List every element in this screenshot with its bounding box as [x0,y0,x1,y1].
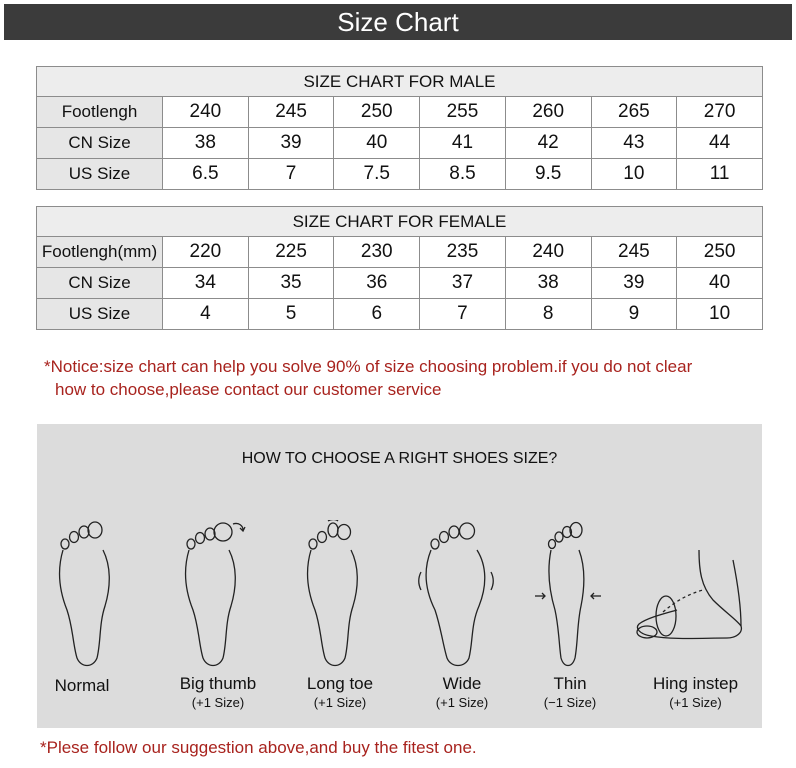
table-cell: 270 [677,97,763,128]
female-row-us-size [37,299,763,330]
foot-big-thumb [163,520,273,710]
female-size-table [36,206,763,330]
follow-suggestion: *Plese follow our suggestion above,and buy the fitest one. [40,738,477,757]
how-to-choose-panel [37,424,762,728]
table-cell: 39 [248,128,334,159]
table-cell: 36 [334,268,420,299]
table-cell: 240 [163,97,249,128]
table-cell: 10 [677,299,763,330]
table-cell: 40 [334,128,420,159]
table-cell: 250 [677,237,763,268]
table-cell: 6.5 [163,159,249,190]
male-row-cn-size [37,128,763,159]
female-row-cn-size [37,268,763,299]
table-cell: 44 [677,128,763,159]
table-cell: 34 [163,268,249,299]
table-cell: 43 [591,128,677,159]
row-label: Footlengh(mm) [37,237,163,268]
foot-label: Wide [442,674,482,693]
foot-wide [407,520,517,710]
male-row-footlength [37,97,763,128]
table-cell: 7.5 [334,159,420,190]
table-cell: 41 [420,128,506,159]
foot-sub: (−1 Size) [543,695,597,710]
table-cell: 35 [248,268,334,299]
foot-thin [515,520,625,710]
table-cell: 260 [505,97,591,128]
table-cell: 240 [505,237,591,268]
foot-label: Thin [553,674,587,693]
row-label: CN Size [37,268,163,299]
long-toe-foot-icon [285,520,395,670]
table-cell: 8.5 [420,159,506,190]
size-notice [44,355,764,401]
female-row-footlength [37,237,763,268]
notice-line-2: how to choose,please contact our customer service [55,380,442,399]
foot-label: Normal [54,676,110,695]
table-cell: 39 [591,268,677,299]
foot-label: Big thumb [179,674,257,693]
how-to-title: HOW TO CHOOSE A RIGHT SHOES SIZE? [241,450,558,467]
row-label: US Size [37,159,163,190]
table-cell: 245 [591,237,677,268]
table-cell: 230 [334,237,420,268]
row-label: CN Size [37,128,163,159]
table-cell: 37 [420,268,506,299]
table-cell: 42 [505,128,591,159]
wide-foot-icon [407,520,517,670]
table-cell: 38 [163,128,249,159]
male-table-title: SIZE CHART FOR MALE [37,67,763,97]
foot-label: Long toe [306,674,374,693]
page-title: Size Chart [4,4,792,40]
table-cell: 225 [248,237,334,268]
table-cell: 7 [248,159,334,190]
table-cell: 40 [677,268,763,299]
male-row-us-size [37,159,763,190]
foot-long-toe [285,520,395,710]
foot-high-instep [633,520,758,710]
foot-sub: (+1 Size) [435,695,489,710]
foot-label: Hing instep [652,674,739,693]
high-instep-foot-icon [633,520,758,670]
table-cell: 220 [163,237,249,268]
table-cell: 9 [591,299,677,330]
foot-normal [37,520,147,695]
table-cell: 11 [677,159,763,190]
table-cell: 9.5 [505,159,591,190]
male-size-table [36,66,763,190]
table-cell: 6 [334,299,420,330]
row-label: Footlengh [37,97,163,128]
female-table-title: SIZE CHART FOR FEMALE [37,207,763,237]
table-cell: 38 [505,268,591,299]
table-cell: 5 [248,299,334,330]
foot-sub: (+1 Size) [191,695,245,710]
table-cell: 250 [334,97,420,128]
table-cell: 265 [591,97,677,128]
table-cell: 245 [248,97,334,128]
table-cell: 10 [591,159,677,190]
big-thumb-foot-icon [163,520,273,670]
normal-foot-icon [37,520,147,670]
row-label: US Size [37,299,163,330]
foot-sub: (+1 Size) [669,695,722,710]
table-cell: 235 [420,237,506,268]
foot-sub: (+1 Size) [313,695,367,710]
notice-line-1: *Notice:size chart can help you solve 90% of size choosing problem.if you do not clear [44,357,693,376]
table-cell: 255 [420,97,506,128]
table-cell: 4 [163,299,249,330]
thin-foot-icon [515,520,625,670]
table-cell: 8 [505,299,591,330]
table-cell: 7 [420,299,506,330]
